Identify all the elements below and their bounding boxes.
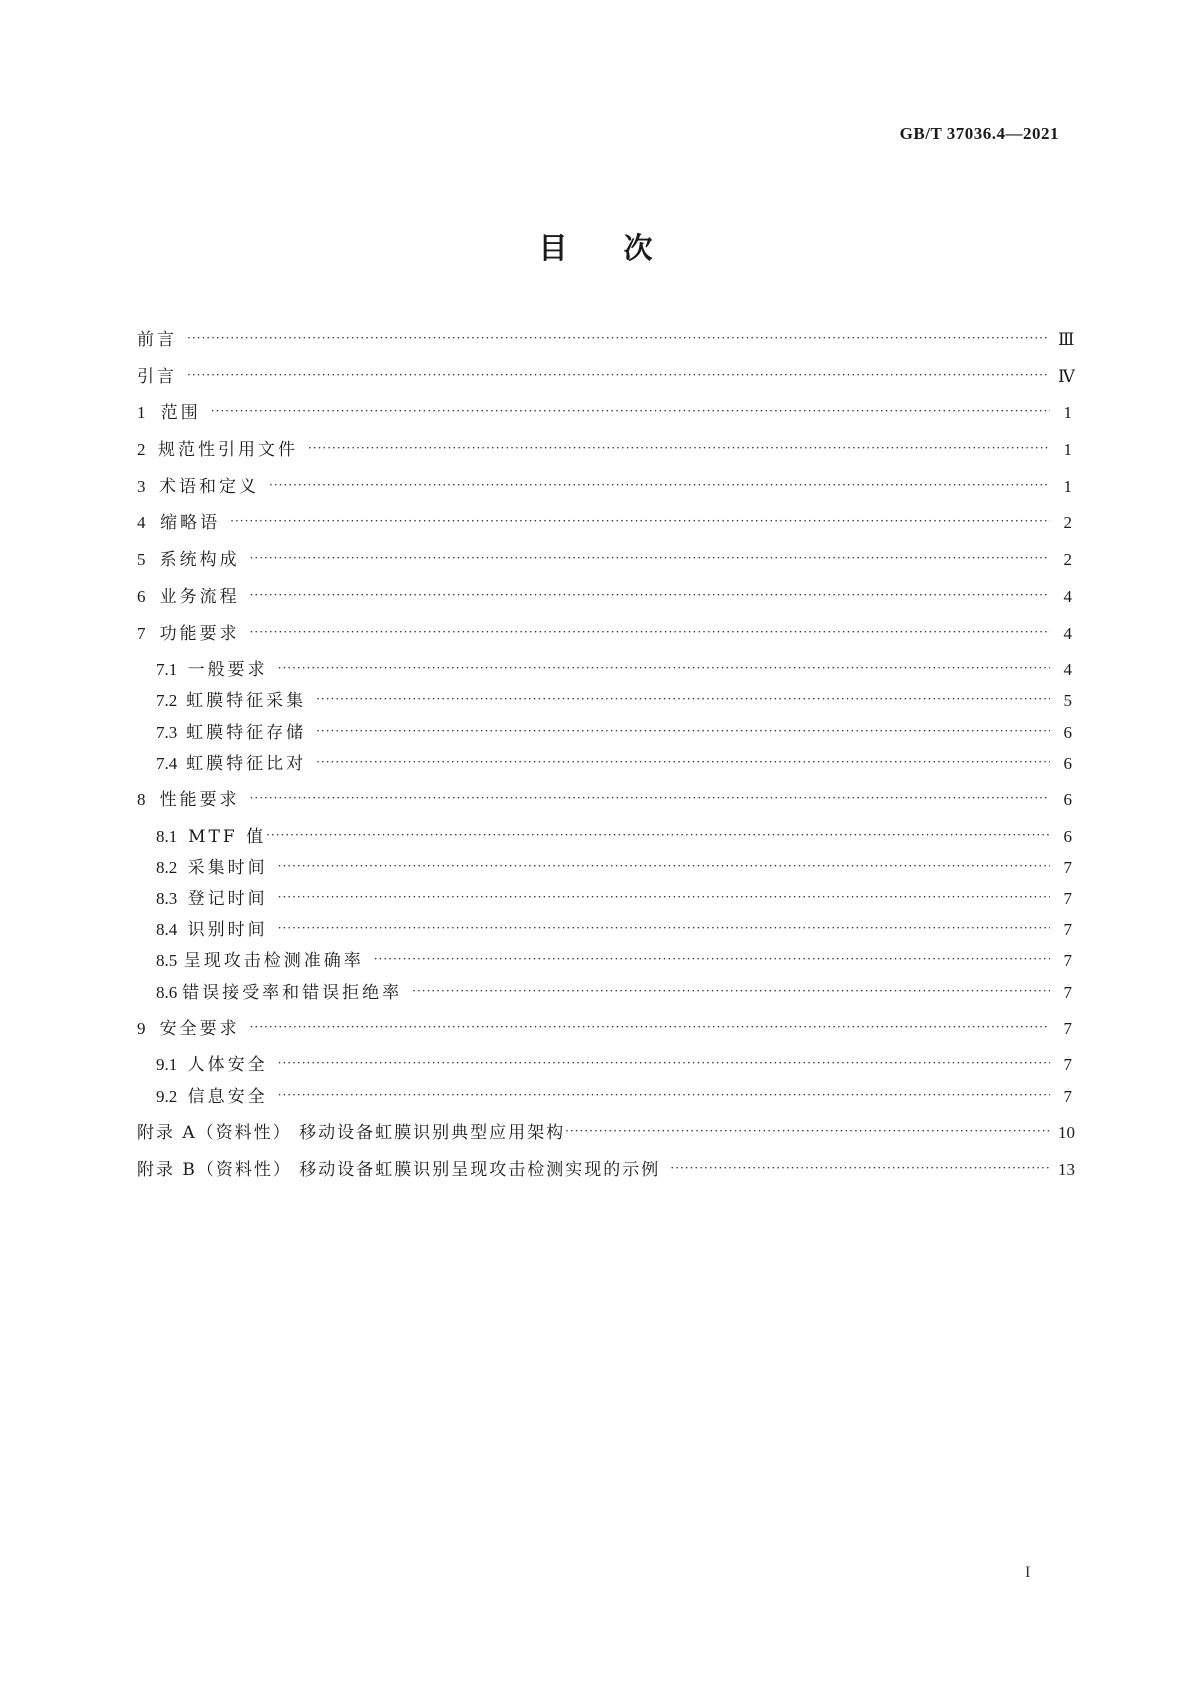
toc-entry-number: 1 bbox=[137, 403, 146, 423]
toc-entry-7-3[interactable] bbox=[137, 721, 1072, 752]
toc-entry-8[interactable] bbox=[137, 788, 1072, 825]
toc-entry-page: Ⅲ bbox=[1058, 330, 1075, 349]
toc-entry-number: 7 bbox=[137, 623, 146, 643]
toc-entry-8-6[interactable] bbox=[137, 981, 1072, 1012]
toc-entry-7-2[interactable] bbox=[137, 689, 1072, 720]
toc-entry-annex-b[interactable] bbox=[137, 1158, 1075, 1195]
toc-entry-page: 2 bbox=[1063, 513, 1072, 533]
dot-leader bbox=[187, 363, 1050, 387]
toc-entry-8-5[interactable] bbox=[137, 949, 1072, 980]
toc-entry-9-2[interactable] bbox=[137, 1085, 1072, 1116]
dot-leader bbox=[187, 326, 1050, 350]
toc-entry-number: 7.3 bbox=[156, 722, 178, 742]
toc-entry-page: 7 bbox=[1063, 920, 1072, 940]
toc-entry-7-4[interactable] bbox=[137, 752, 1072, 783]
toc-entry-number: 9.2 bbox=[156, 1086, 178, 1106]
toc-entry-number: 9 bbox=[137, 1018, 146, 1038]
toc-entry-page: 7 bbox=[1063, 1055, 1072, 1075]
toc-entry-page: 10 bbox=[1058, 1122, 1075, 1142]
toc-entry-number: 9.1 bbox=[156, 1055, 178, 1075]
dot-leader bbox=[269, 473, 1050, 497]
dot-leader bbox=[250, 546, 1050, 570]
toc-entry-label: 一般要求 bbox=[187, 660, 268, 681]
toc-entry-label: 缩略语 bbox=[160, 513, 221, 534]
dot-leader bbox=[278, 916, 1050, 940]
toc-entry-page: 5 bbox=[1063, 691, 1072, 711]
toc-entry-5[interactable] bbox=[137, 548, 1072, 585]
toc-entry-label: 登记时间 bbox=[187, 889, 268, 909]
toc-entry-page: 1 bbox=[1063, 476, 1072, 496]
dot-leader bbox=[670, 1156, 1050, 1180]
page-number: I bbox=[1025, 1564, 1031, 1581]
dot-leader bbox=[316, 719, 1050, 743]
dot-leader bbox=[250, 1015, 1050, 1039]
toc-entry-7-1[interactable] bbox=[137, 658, 1072, 689]
toc-entry-label: 虹膜特征比对 bbox=[186, 753, 307, 774]
toc-entry-6[interactable] bbox=[137, 585, 1072, 622]
toc-entry-page: Ⅳ bbox=[1058, 366, 1075, 386]
toc-entry-label: 引言 bbox=[137, 366, 177, 387]
dot-leader bbox=[278, 854, 1050, 878]
toc-entry-label: 虹膜特征存储 bbox=[186, 722, 307, 743]
toc-entry-number: 8.1 bbox=[156, 826, 178, 846]
toc-entry-number: 4 bbox=[137, 513, 146, 533]
dot-leader bbox=[316, 750, 1050, 774]
toc-entry-label: 范围 bbox=[160, 403, 201, 424]
toc-entry-number: 8.6 bbox=[156, 982, 178, 1002]
toc-entry-8-3[interactable] bbox=[137, 887, 1072, 918]
dot-leader bbox=[278, 885, 1050, 909]
toc-entry-page: 4 bbox=[1063, 586, 1072, 606]
dot-leader bbox=[250, 583, 1050, 607]
toc-entry-page: 6 bbox=[1063, 826, 1072, 846]
toc-entry-label: 附录 B（资料性） 移动设备虹膜识别呈现攻击检测实现的示例 bbox=[137, 1159, 661, 1180]
table-of-contents bbox=[137, 328, 1075, 1194]
toc-entry-label: 规范性引用文件 bbox=[157, 440, 298, 461]
dot-leader bbox=[565, 1119, 1050, 1143]
toc-entry-label: 性能要求 bbox=[159, 789, 240, 810]
dot-leader bbox=[230, 509, 1050, 533]
toc-entry-label: 虹膜特征采集 bbox=[186, 691, 307, 712]
toc-entry-page: 7 bbox=[1063, 857, 1072, 877]
toc-entry-page: 7 bbox=[1063, 889, 1072, 908]
dot-leader bbox=[412, 979, 1050, 1003]
toc-entry-2[interactable] bbox=[137, 438, 1072, 475]
toc-entry-page: 6 bbox=[1063, 753, 1072, 773]
dot-leader bbox=[266, 823, 1050, 847]
toc-entry-label: 错误接受率和错误拒绝率 bbox=[182, 982, 403, 1003]
toc-entry-number: 8 bbox=[137, 789, 146, 809]
toc-entry-label: 术语和定义 bbox=[159, 476, 260, 497]
toc-entry-label: 功能要求 bbox=[159, 623, 240, 644]
toc-entry-4[interactable] bbox=[137, 511, 1072, 548]
dot-leader bbox=[308, 436, 1050, 460]
toc-entry-9-1[interactable] bbox=[137, 1053, 1072, 1084]
toc-entry-label: 附录 A（资料性） 移动设备虹膜识别典型应用架构 bbox=[137, 1122, 566, 1143]
toc-entry-page: 2 bbox=[1063, 550, 1072, 570]
page-title: 目次 bbox=[538, 231, 709, 265]
toc-entry-8-2[interactable] bbox=[137, 856, 1072, 887]
toc-entry-page: 13 bbox=[1058, 1159, 1075, 1179]
toc-entry-3[interactable] bbox=[137, 475, 1072, 512]
toc-entry-number: 8.4 bbox=[156, 920, 178, 940]
dot-leader bbox=[374, 947, 1050, 971]
toc-entry-page: 6 bbox=[1063, 789, 1072, 809]
toc-entry-label: MTF 值 bbox=[188, 826, 267, 847]
toc-entry-number: 8.3 bbox=[156, 889, 178, 908]
toc-entry-label: 前言 bbox=[137, 330, 177, 350]
toc-entry-page: 7 bbox=[1063, 982, 1072, 1002]
toc-entry-page: 1 bbox=[1063, 403, 1072, 423]
toc-entry-label: 识别时间 bbox=[187, 920, 268, 941]
toc-entry-page: 4 bbox=[1063, 623, 1072, 643]
toc-entry-9[interactable] bbox=[137, 1017, 1072, 1054]
toc-entry-number: 2 bbox=[137, 440, 146, 460]
dot-leader bbox=[250, 786, 1050, 810]
toc-entry-number: 8.5 bbox=[156, 951, 178, 971]
dot-leader bbox=[316, 687, 1050, 711]
toc-entry-1[interactable] bbox=[137, 401, 1072, 438]
toc-entry-label: 安全要求 bbox=[159, 1018, 240, 1039]
toc-entry-page: 4 bbox=[1063, 660, 1072, 680]
toc-entry-number: 5 bbox=[137, 550, 146, 570]
toc-entry-page: 6 bbox=[1063, 722, 1072, 742]
dot-leader bbox=[278, 1051, 1050, 1075]
toc-entry-label: 业务流程 bbox=[159, 586, 240, 607]
toc-entry-label: 系统构成 bbox=[159, 550, 240, 571]
dot-leader bbox=[278, 656, 1050, 680]
dot-leader bbox=[278, 1083, 1050, 1107]
toc-entry-8-1[interactable] bbox=[137, 825, 1072, 856]
toc-entry-number: 7.2 bbox=[156, 691, 178, 711]
toc-entry-label: 呈现攻击检测准确率 bbox=[183, 951, 364, 972]
toc-entry-page: 1 bbox=[1063, 440, 1072, 460]
toc-entry-number: 3 bbox=[137, 476, 146, 496]
toc-entry-annex-a[interactable] bbox=[137, 1121, 1075, 1158]
toc-entry-8-4[interactable] bbox=[137, 918, 1072, 949]
toc-entry-page: 7 bbox=[1063, 1086, 1072, 1106]
toc-entry-page: 7 bbox=[1063, 1018, 1072, 1038]
toc-entry-introduction[interactable] bbox=[137, 365, 1075, 402]
toc-entry-preface[interactable] bbox=[137, 328, 1075, 365]
toc-entry-page: 7 bbox=[1063, 951, 1072, 971]
toc-entry-label: 信息安全 bbox=[187, 1086, 268, 1107]
toc-entry-number: 8.2 bbox=[156, 857, 178, 877]
dot-leader bbox=[250, 620, 1050, 644]
toc-entry-number: 7.4 bbox=[156, 753, 178, 773]
toc-entry-label: 采集时间 bbox=[187, 857, 268, 878]
toc-entry-label: 人体安全 bbox=[187, 1055, 268, 1076]
dot-leader bbox=[211, 399, 1050, 423]
toc-entry-7[interactable] bbox=[137, 622, 1072, 659]
toc-entry-number: 7.1 bbox=[156, 660, 178, 680]
toc-entry-number: 6 bbox=[137, 586, 146, 606]
standard-code: GB/T 37036.4—2021 bbox=[899, 124, 1059, 143]
